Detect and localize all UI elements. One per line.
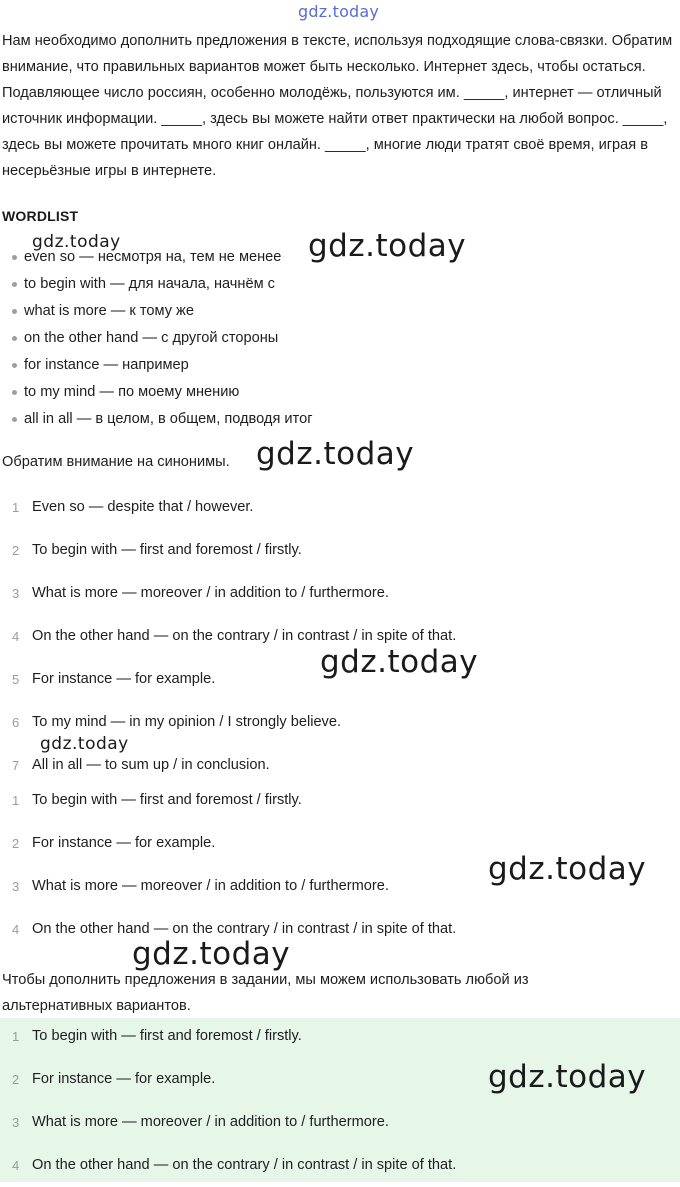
list-item: 7 All in all — to sum up / in conclusion. bbox=[12, 757, 270, 773]
watermark: gdz.today bbox=[488, 1059, 647, 1095]
synonyms-heading: Обратим внимание на синонимы. bbox=[2, 454, 230, 470]
list-item: 4 On the other hand — on the contrary / in contrast / in spite of that. bbox=[12, 628, 457, 644]
bullet-icon bbox=[12, 363, 17, 368]
list-item: to my mind — по моему мнению bbox=[0, 379, 313, 406]
list-item: 4 On the other hand — on the contrary / in contrast / in spite of that. bbox=[12, 1157, 457, 1173]
list-item: 5 For instance — for example. bbox=[12, 671, 216, 687]
watermark: gdz.today bbox=[308, 228, 467, 264]
bullet-icon bbox=[12, 282, 17, 287]
watermark: gdz.today bbox=[256, 436, 415, 472]
list-item: 1 To begin with — first and foremost / firstly. bbox=[12, 792, 302, 808]
list-item: 6 To my mind — in my opinion / I strongly believe. bbox=[12, 714, 342, 730]
list-item: 3 What is more — moreover / in addition to / furthermore. bbox=[12, 878, 389, 894]
wordlist bbox=[0, 244, 313, 433]
list-item: 2 To begin with — first and foremost / firstly. bbox=[12, 542, 302, 558]
watermark: gdz.today bbox=[132, 936, 291, 972]
list-item: 1 Even so — despite that / however. bbox=[12, 499, 254, 515]
list-item: to begin with — для начала, начнём с bbox=[0, 271, 313, 298]
list-item: 4 On the other hand — on the contrary / in contrast / in spite of that. bbox=[12, 921, 457, 937]
list-item: 2 For instance — for example. bbox=[12, 1071, 216, 1087]
watermark: gdz.today bbox=[32, 232, 121, 252]
conclusion-paragraph: Чтобы дополнить предложения в задании, мы можем использовать любой из альтернативных вариантов. bbox=[2, 972, 529, 1014]
list-item: even so — несмотря на, тем не менее bbox=[0, 244, 313, 271]
bullet-icon bbox=[12, 255, 17, 260]
bullet-icon bbox=[12, 417, 17, 422]
list-item: 3 What is more — moreover / in addition to / furthermore. bbox=[12, 1114, 389, 1130]
list-item: what is more — к тому же bbox=[0, 298, 313, 325]
wordlist-title: WORDLIST bbox=[2, 208, 79, 224]
intro-paragraph: Нам необходимо дополнить предложения в тексте, используя подходящие слова-связки. Обратим внимание, что правильных вариантов может быть несколько. Интернет здесь, чтобы остаться. Подавляющее число россиян, особенно молодёжь, пользуются им. _____, интернет — отличный источник информации. _____, здесь вы можете найти ответ практически на любой вопрос. _____, здесь вы можете прочитать много книг онлайн. _____, многие люди тратят своё время, играя в несерьёзные игры в интернете. bbox=[2, 33, 673, 179]
watermark: gdz.today bbox=[40, 734, 129, 754]
list-item: for instance — например bbox=[0, 352, 313, 379]
list-item: 2 For instance — for example. bbox=[12, 835, 216, 851]
bullet-icon bbox=[12, 309, 17, 314]
answers-list bbox=[0, 779, 456, 951]
list-item: 3 What is more — moreover / in addition to / furthermore. bbox=[12, 585, 389, 601]
watermark: gdz.today bbox=[320, 644, 479, 680]
list-item: 1 To begin with — first and foremost / firstly. bbox=[12, 1028, 302, 1044]
watermark: gdz.today bbox=[488, 851, 647, 887]
top-watermark: gdz.today bbox=[298, 2, 380, 21]
list-item: all in all — в целом, в общем, подводя итог bbox=[0, 406, 313, 433]
bullet-icon bbox=[12, 390, 17, 395]
list-item: on the other hand — с другой стороны bbox=[0, 325, 313, 352]
final-answers-list bbox=[0, 1015, 456, 1187]
bullet-icon bbox=[12, 336, 17, 341]
